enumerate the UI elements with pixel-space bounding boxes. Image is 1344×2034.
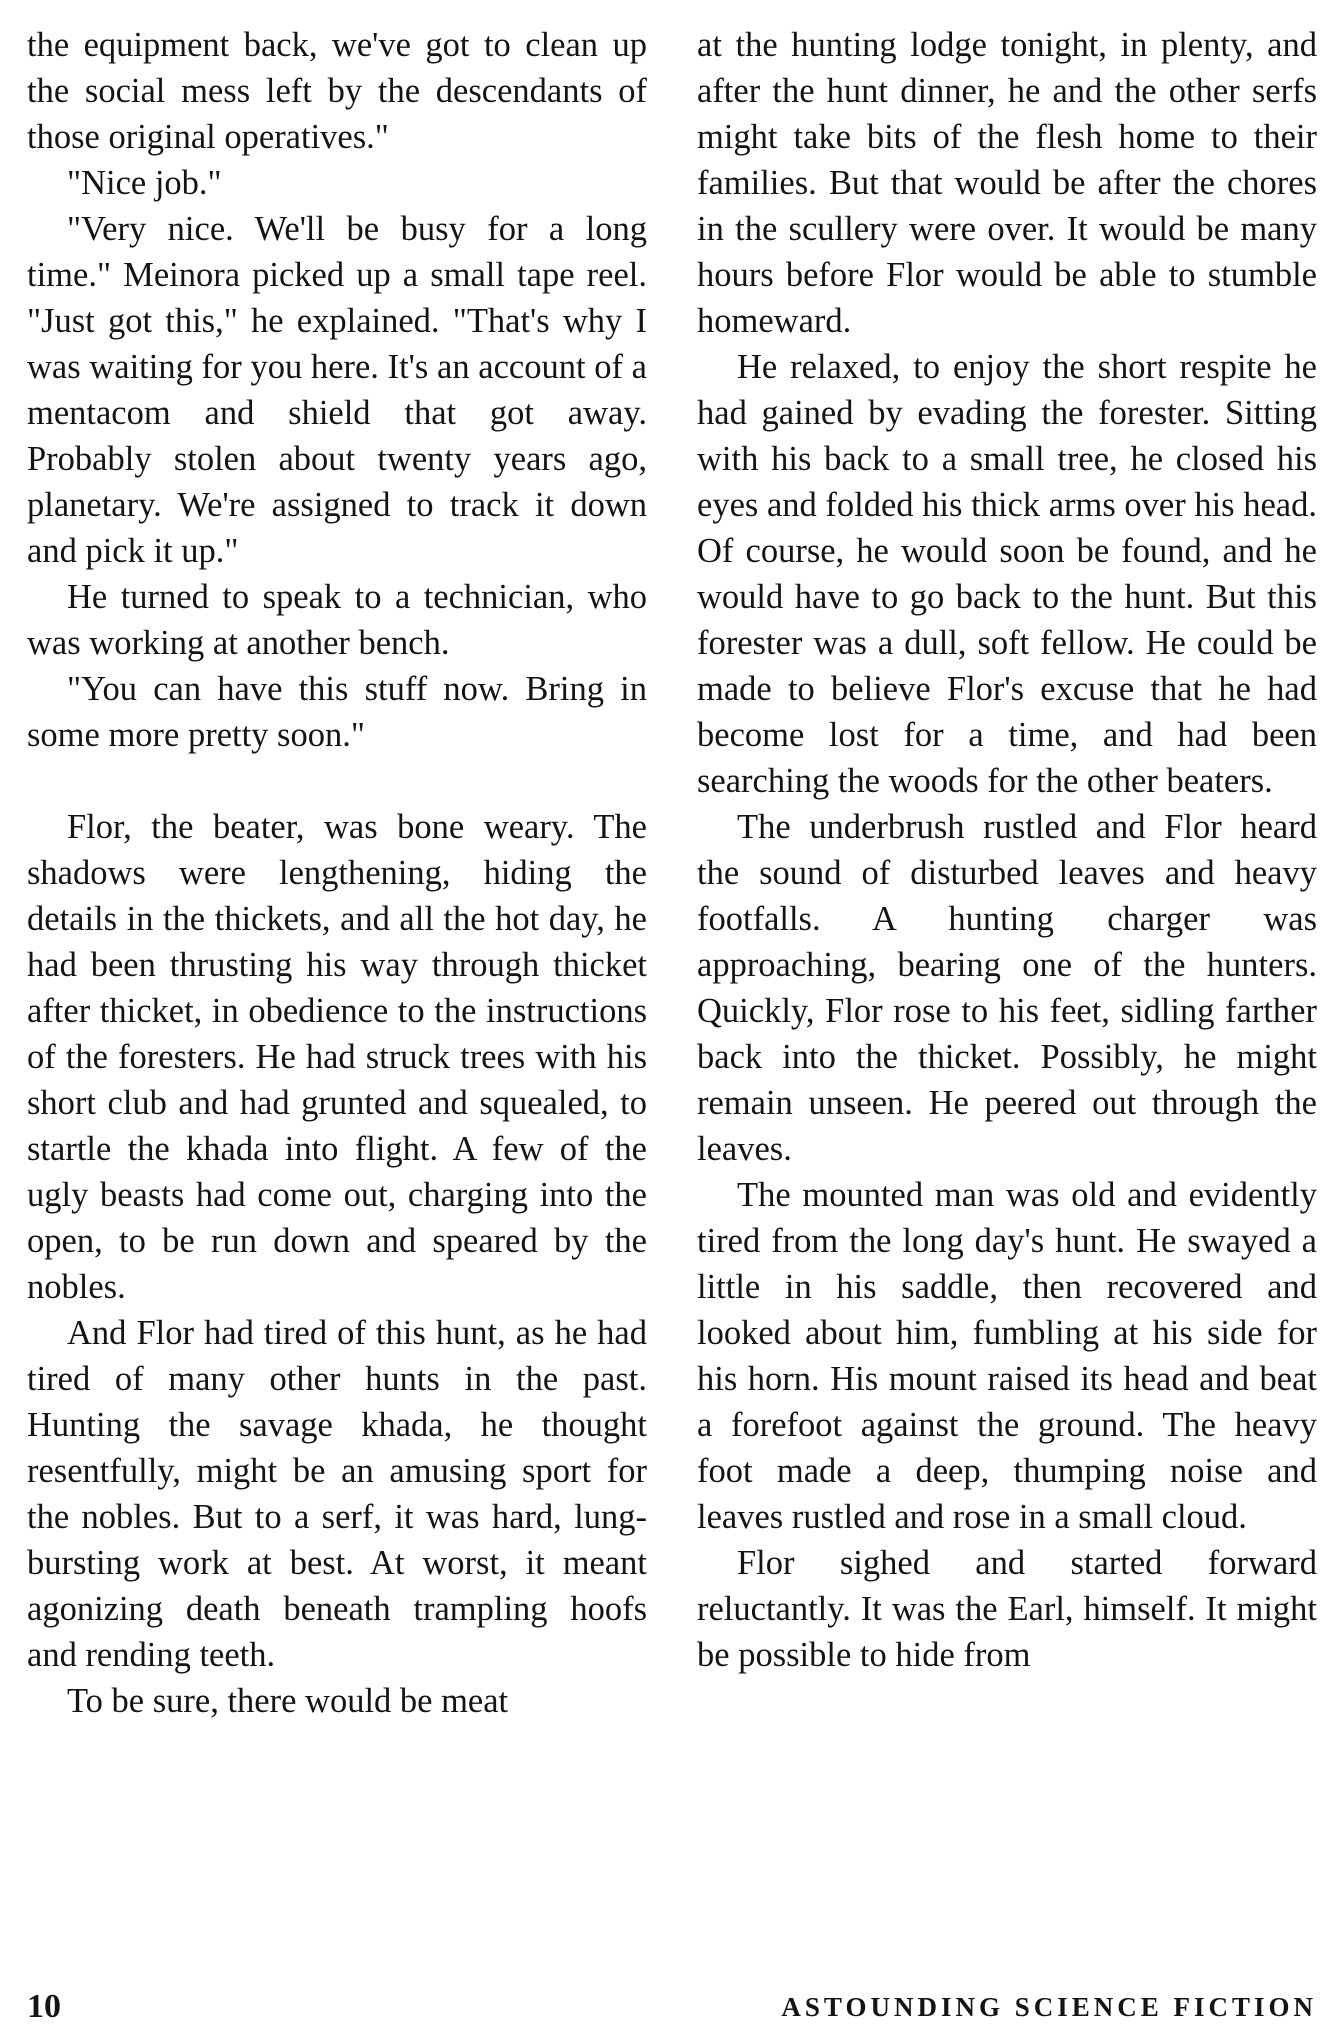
paragraph: He relaxed, to enjoy the short respite he had gained by evading the forester. Sitting with his back to a small tree, he closed his eyes and folded his thick arms over his head. Of course, he would soon be found, and he would have to go back to the hunt. But this forester was a dull, soft fellow. He could be made to believe Flor's excuse that he had become lost for a time, and had been searching the woods for the other beaters. [697,348,1317,800]
right-column [697,22,1317,1678]
paragraph: "Nice job." [67,164,222,202]
running-title: ASTOUNDING SCIENCE FICTION [781,1992,1317,2022]
left-column [27,22,647,1724]
paragraph: Flor sighed and started forward reluctantly. It was the Earl, himself. It might be possible to hide from [697,1544,1317,1674]
paragraph: Flor, the beater, was bone weary. The shadows were lengthening, hiding the details in the thickets, and all the hot day, he had been thrusting his way through thicket after thicket, in obedience to the instructions of the foresters. He had struck trees with his short club and had grunted and squealed, to startle the khada into flight. A few of the ugly beasts had come out, charging into the open, to be run down and speared by the nobles. [27,808,647,1306]
paragraph: The mounted man was old and evidently tired from the long day's hunt. He swayed a little in his saddle, then recovered and looked about him, fumbling at his side for his horn. His mount raised its head and beat a forefoot against the ground. The heavy foot made a deep, thumping noise and leaves rustled and rose in a small cloud. [697,1176,1317,1536]
paragraph: To be sure, there would be meat [67,1682,509,1720]
paragraph: the equipment back, we've got to clean up the social mess left by the descendants of those original operatives." [27,26,647,156]
page-number: 10 [27,1988,61,2025]
paragraph: at the hunting lodge tonight, in plenty, and after the hunt dinner, he and the other serfs might take bits of the flesh home to their families. But that would be after the chores in the scullery were over. It would be many hours before Flor would be able to stumble homeward. [697,26,1317,340]
paragraph: And Flor had tired of this hunt, as he had tired of many other hunts in the past. Hunting the savage khada, he thought resentfully, might be an amusing sport for the nobles. But to a serf, it was hard, lung-bursting work at best. At worst, it meant agonizing death beneath trampling hoofs and rending teeth. [27,1314,647,1674]
paragraph: The underbrush rustled and Flor heard the sound of disturbed leaves and heavy footfalls. A hunting charger was approaching, bearing one of the hunters. Quickly, Flor rose to his feet, sidling farther back into the thicket. Possibly, he might remain unseen. He peered out through the leaves. [697,808,1317,1168]
section-break [27,758,647,804]
paragraph: He turned to speak to a technician, who was working at another bench. [27,578,647,662]
paragraph: "You can have this stuff now. Bring in some more pretty soon." [27,670,647,754]
paragraph: "Very nice. We'll be busy for a long time." Meinora picked up a small tape reel. "Just got this," he explained. "That's why I was waiting for you here. It's an account of a mentacom and shield that got away. Probably stolen about twenty years ago, planetary. We're assigned to track it down and pick it up." [27,210,647,570]
